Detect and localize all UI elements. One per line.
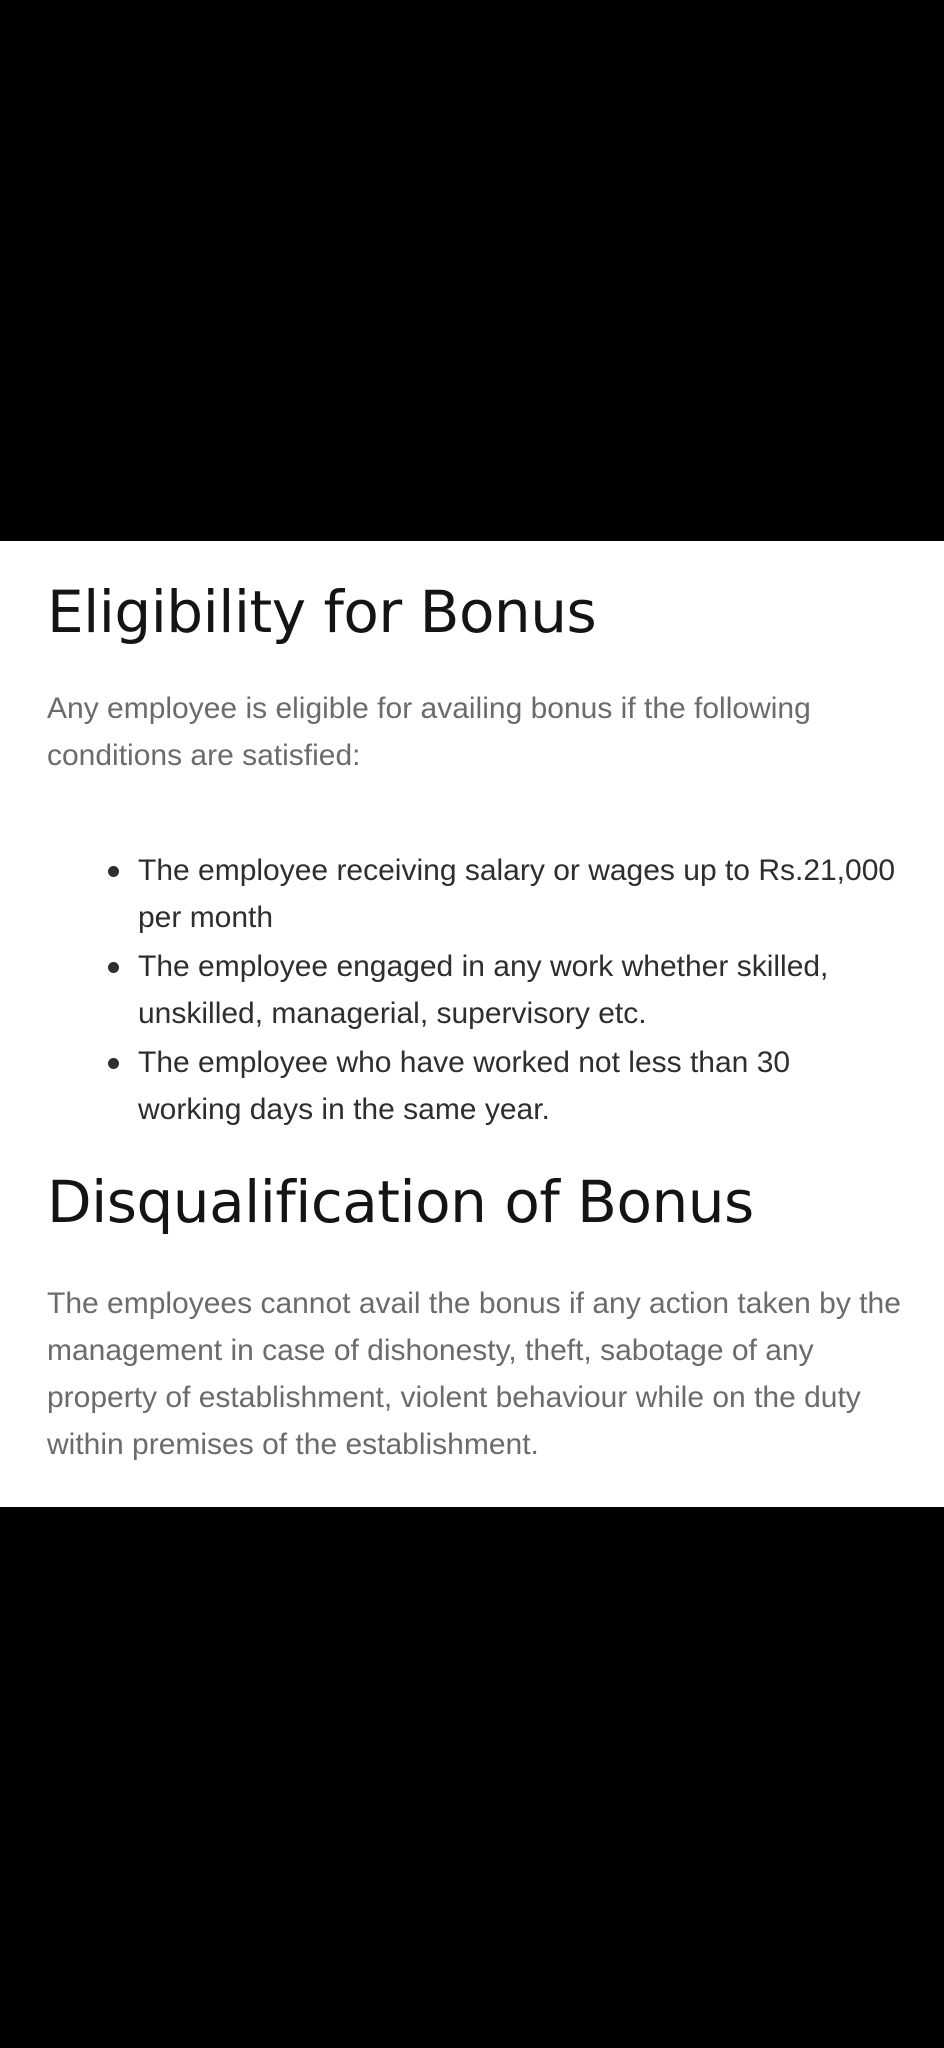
eligibility-conditions-list <box>106 847 896 1135</box>
disqualification-heading: Disqualification of Bonus <box>47 1168 754 1236</box>
condition-text: The employee receiving salary or wages up to Rs.21,000 per month <box>138 854 896 934</box>
bullet-icon <box>108 962 119 973</box>
bullet-icon <box>108 866 119 877</box>
list-item <box>106 1039 896 1133</box>
list-item <box>106 943 896 1037</box>
article-content <box>0 541 944 1507</box>
condition-text: The employee who have worked not less than 30 working days in the same year. <box>138 1046 791 1126</box>
condition-text: The employee engaged in any work whether skilled, unskilled, managerial, supervisory etc. <box>138 950 829 1030</box>
eligibility-intro-text: Any employee is eligible for availing bonus if the following conditions are satisfied: <box>47 692 811 772</box>
disqualification-text: The employees cannot avail the bonus if any action taken by the management in case of dishonesty, theft, sabotage of any property of establishment, violent behaviour while on the duty within premises of the establishment. <box>47 1287 901 1461</box>
eligibility-heading: Eligibility for Bonus <box>47 578 597 646</box>
bullet-icon <box>108 1058 119 1069</box>
list-item <box>106 847 896 941</box>
